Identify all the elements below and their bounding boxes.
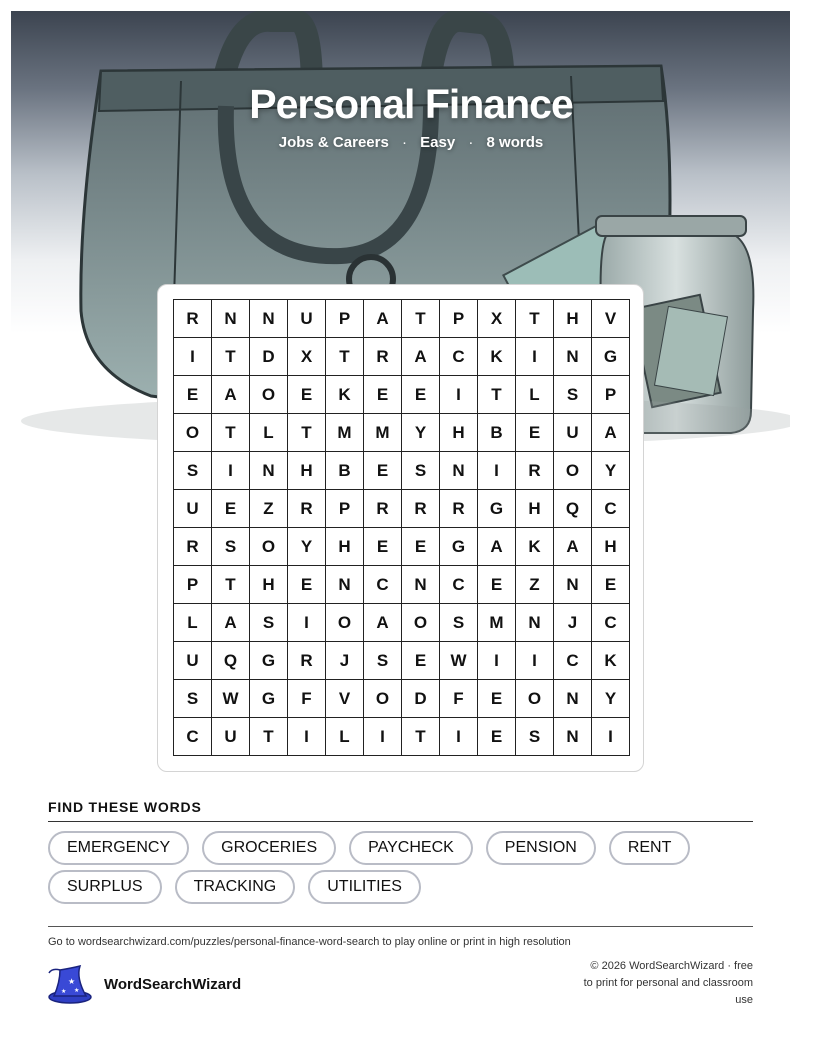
grid-cell[interactable]: E bbox=[402, 376, 440, 414]
grid-cell[interactable]: R bbox=[288, 490, 326, 528]
grid-cell[interactable]: Z bbox=[516, 566, 554, 604]
grid-cell[interactable]: G bbox=[592, 338, 630, 376]
grid-cell[interactable]: R bbox=[174, 528, 212, 566]
wizard-hat-icon bbox=[46, 964, 92, 1004]
grid-cell[interactable]: E bbox=[478, 718, 516, 756]
grid-cell[interactable]: P bbox=[440, 300, 478, 338]
grid-cell[interactable]: P bbox=[326, 300, 364, 338]
grid-cell[interactable]: O bbox=[554, 452, 592, 490]
grid-cell[interactable]: N bbox=[212, 300, 250, 338]
word-pill: GROCERIES bbox=[202, 831, 336, 865]
grid-cell[interactable]: C bbox=[440, 338, 478, 376]
grid-cell[interactable]: F bbox=[288, 680, 326, 718]
copyright-notice: © 2026 WordSearchWizard · free to print for personal and classroom use bbox=[583, 960, 753, 1006]
grid-cell[interactable]: T bbox=[288, 414, 326, 452]
grid-cell[interactable]: T bbox=[478, 376, 516, 414]
grid-cell[interactable]: O bbox=[326, 604, 364, 642]
brand-name: WordSearchWizard bbox=[104, 975, 242, 993]
divider bbox=[48, 926, 753, 927]
grid-cell[interactable]: L bbox=[174, 604, 212, 642]
grid-cell[interactable]: N bbox=[554, 338, 592, 376]
grid-cell[interactable]: R bbox=[288, 642, 326, 680]
grid-cell[interactable]: R bbox=[402, 490, 440, 528]
brand-logo[interactable] bbox=[46, 964, 241, 1004]
grid-cell[interactable]: H bbox=[440, 414, 478, 452]
category-label: Jobs & Careers bbox=[278, 134, 389, 151]
grid-cell[interactable]: I bbox=[516, 338, 554, 376]
grid-cell[interactable]: S bbox=[516, 718, 554, 756]
separator: · bbox=[401, 134, 407, 151]
puzzle-card bbox=[157, 284, 644, 772]
grid-cell[interactable]: J bbox=[554, 604, 592, 642]
grid-cell[interactable]: J bbox=[326, 642, 364, 680]
grid-cell[interactable]: B bbox=[326, 452, 364, 490]
word-pill: TRACKING bbox=[175, 870, 296, 904]
grid-cell[interactable]: R bbox=[516, 452, 554, 490]
grid-cell[interactable]: O bbox=[250, 376, 288, 414]
grid-cell[interactable]: U bbox=[288, 300, 326, 338]
grid-cell[interactable]: C bbox=[174, 718, 212, 756]
grid-cell[interactable]: U bbox=[212, 718, 250, 756]
grid-cell[interactable]: T bbox=[212, 566, 250, 604]
grid-cell[interactable]: S bbox=[554, 376, 592, 414]
grid-cell[interactable]: E bbox=[364, 452, 402, 490]
svg-text:★: ★ bbox=[74, 987, 80, 994]
svg-text:★: ★ bbox=[61, 988, 67, 995]
grid-cell[interactable]: E bbox=[364, 528, 402, 566]
grid-cell[interactable]: E bbox=[478, 680, 516, 718]
grid-cell[interactable]: S bbox=[174, 452, 212, 490]
grid-cell[interactable]: G bbox=[250, 642, 288, 680]
grid-cell[interactable]: I bbox=[440, 376, 478, 414]
grid-cell[interactable]: A bbox=[212, 604, 250, 642]
grid-cell[interactable]: E bbox=[516, 414, 554, 452]
word-pill: PAYCHECK bbox=[349, 831, 473, 865]
grid-cell[interactable]: C bbox=[592, 490, 630, 528]
word-list-heading: FIND THESE WORDS bbox=[48, 799, 202, 815]
grid-cell[interactable]: S bbox=[250, 604, 288, 642]
svg-text:★: ★ bbox=[68, 977, 76, 986]
grid-cell[interactable]: I bbox=[288, 604, 326, 642]
grid-cell[interactable]: H bbox=[250, 566, 288, 604]
grid-cell[interactable]: R bbox=[174, 300, 212, 338]
word-pill: EMERGENCY bbox=[48, 831, 189, 865]
grid-cell[interactable]: R bbox=[364, 490, 402, 528]
grid-cell[interactable]: P bbox=[174, 566, 212, 604]
difficulty-label: Easy bbox=[420, 134, 456, 151]
grid-cell[interactable]: A bbox=[212, 376, 250, 414]
grid-cell[interactable]: Y bbox=[402, 414, 440, 452]
grid-cell[interactable]: G bbox=[250, 680, 288, 718]
grid-cell[interactable]: N bbox=[326, 566, 364, 604]
separator: · bbox=[468, 134, 474, 151]
grid-cell[interactable]: A bbox=[402, 338, 440, 376]
grid-cell[interactable]: H bbox=[554, 300, 592, 338]
grid-cell[interactable]: S bbox=[174, 680, 212, 718]
grid-cell[interactable]: W bbox=[212, 680, 250, 718]
grid-cell[interactable]: T bbox=[402, 718, 440, 756]
grid-cell[interactable]: S bbox=[402, 452, 440, 490]
grid-cell[interactable]: E bbox=[288, 566, 326, 604]
grid-cell[interactable]: V bbox=[326, 680, 364, 718]
grid-cell[interactable]: T bbox=[212, 414, 250, 452]
grid-cell[interactable]: I bbox=[174, 338, 212, 376]
grid-cell[interactable]: Y bbox=[592, 452, 630, 490]
word-count-label: 8 words bbox=[486, 134, 544, 151]
grid-cell[interactable]: I bbox=[478, 642, 516, 680]
grid-cell[interactable]: N bbox=[250, 452, 288, 490]
grid-cell[interactable]: Q bbox=[554, 490, 592, 528]
grid-cell[interactable]: O bbox=[516, 680, 554, 718]
grid-cell[interactable]: C bbox=[364, 566, 402, 604]
grid-cell[interactable]: U bbox=[174, 490, 212, 528]
grid-cell[interactable]: I bbox=[288, 718, 326, 756]
grid-cell[interactable]: A bbox=[554, 528, 592, 566]
grid-cell[interactable]: O bbox=[250, 528, 288, 566]
grid-cell[interactable]: K bbox=[592, 642, 630, 680]
grid-cell[interactable]: I bbox=[440, 718, 478, 756]
grid-cell[interactable]: N bbox=[554, 566, 592, 604]
grid-cell[interactable]: F bbox=[440, 680, 478, 718]
grid-cell[interactable]: E bbox=[288, 376, 326, 414]
grid-cell[interactable]: H bbox=[288, 452, 326, 490]
grid-cell[interactable]: S bbox=[364, 642, 402, 680]
word-pill: RENT bbox=[609, 831, 691, 865]
grid-cell[interactable]: C bbox=[554, 642, 592, 680]
grid-cell[interactable]: T bbox=[516, 300, 554, 338]
word-pill: SURPLUS bbox=[48, 870, 162, 904]
grid-cell[interactable]: O bbox=[174, 414, 212, 452]
grid-cell[interactable]: R bbox=[440, 490, 478, 528]
grid-cell[interactable]: P bbox=[326, 490, 364, 528]
word-pill: UTILITIES bbox=[308, 870, 421, 904]
grid-cell[interactable]: M bbox=[364, 414, 402, 452]
grid-cell[interactable]: M bbox=[478, 604, 516, 642]
grid-cell[interactable]: N bbox=[440, 452, 478, 490]
grid-cell[interactable]: R bbox=[364, 338, 402, 376]
word-pill: PENSION bbox=[486, 831, 596, 865]
grid-cell[interactable]: M bbox=[326, 414, 364, 452]
grid-cell[interactable]: E bbox=[364, 376, 402, 414]
grid-cell[interactable]: N bbox=[250, 300, 288, 338]
grid-cell[interactable]: U bbox=[554, 414, 592, 452]
grid-cell[interactable]: E bbox=[478, 566, 516, 604]
grid-cell[interactable]: G bbox=[478, 490, 516, 528]
grid-cell[interactable]: C bbox=[592, 604, 630, 642]
word-list bbox=[48, 831, 758, 904]
letter-grid bbox=[173, 299, 630, 756]
grid-cell[interactable]: I bbox=[592, 718, 630, 756]
grid-cell[interactable]: G bbox=[440, 528, 478, 566]
grid-cell[interactable]: S bbox=[212, 528, 250, 566]
grid-cell[interactable]: E bbox=[212, 490, 250, 528]
grid-cell[interactable]: N bbox=[554, 680, 592, 718]
grid-cell[interactable]: X bbox=[478, 300, 516, 338]
puzzle-title: Personal Finance bbox=[249, 81, 573, 127]
grid-cell[interactable]: A bbox=[364, 604, 402, 642]
grid-cell[interactable]: N bbox=[516, 604, 554, 642]
grid-cell[interactable]: T bbox=[250, 718, 288, 756]
grid-cell[interactable]: T bbox=[326, 338, 364, 376]
grid-cell[interactable]: L bbox=[250, 414, 288, 452]
grid-cell[interactable]: K bbox=[516, 528, 554, 566]
grid-cell[interactable]: H bbox=[516, 490, 554, 528]
grid-cell[interactable]: Q bbox=[212, 642, 250, 680]
grid-cell[interactable]: N bbox=[402, 566, 440, 604]
grid-cell[interactable]: L bbox=[326, 718, 364, 756]
grid-cell[interactable]: D bbox=[250, 338, 288, 376]
grid-cell[interactable]: N bbox=[554, 718, 592, 756]
grid-cell[interactable]: A bbox=[478, 528, 516, 566]
grid-cell[interactable]: T bbox=[212, 338, 250, 376]
grid-cell[interactable]: A bbox=[364, 300, 402, 338]
grid-cell[interactable]: E bbox=[174, 376, 212, 414]
grid-cell[interactable]: Y bbox=[592, 680, 630, 718]
grid-cell[interactable]: W bbox=[440, 642, 478, 680]
grid-cell[interactable]: O bbox=[402, 604, 440, 642]
play-online-url[interactable]: Go to wordsearchwizard.com/puzzles/personal-finance-word-search to play online or print in high resolution bbox=[48, 936, 571, 948]
grid-cell[interactable]: I bbox=[212, 452, 250, 490]
grid-cell[interactable]: S bbox=[440, 604, 478, 642]
grid-cell[interactable]: O bbox=[364, 680, 402, 718]
grid-cell[interactable]: E bbox=[402, 642, 440, 680]
grid-cell[interactable]: P bbox=[592, 376, 630, 414]
grid-cell[interactable]: B bbox=[478, 414, 516, 452]
grid-cell[interactable]: Y bbox=[288, 528, 326, 566]
grid-cell[interactable]: T bbox=[402, 300, 440, 338]
puzzle-subtitle bbox=[11, 134, 790, 151]
grid-cell[interactable]: V bbox=[592, 300, 630, 338]
grid-cell[interactable]: E bbox=[402, 528, 440, 566]
grid-cell[interactable]: K bbox=[478, 338, 516, 376]
grid-cell[interactable]: Z bbox=[250, 490, 288, 528]
grid-cell[interactable]: D bbox=[402, 680, 440, 718]
grid-cell[interactable]: I bbox=[364, 718, 402, 756]
grid-cell[interactable]: K bbox=[326, 376, 364, 414]
grid-cell[interactable]: L bbox=[516, 376, 554, 414]
grid-cell[interactable]: U bbox=[174, 642, 212, 680]
grid-cell[interactable]: A bbox=[592, 414, 630, 452]
divider bbox=[48, 821, 753, 822]
grid-cell[interactable]: H bbox=[326, 528, 364, 566]
grid-cell[interactable]: I bbox=[478, 452, 516, 490]
grid-cell[interactable]: E bbox=[592, 566, 630, 604]
grid-cell[interactable]: H bbox=[592, 528, 630, 566]
grid-cell[interactable]: X bbox=[288, 338, 326, 376]
grid-cell[interactable]: I bbox=[516, 642, 554, 680]
grid-cell[interactable]: C bbox=[440, 566, 478, 604]
